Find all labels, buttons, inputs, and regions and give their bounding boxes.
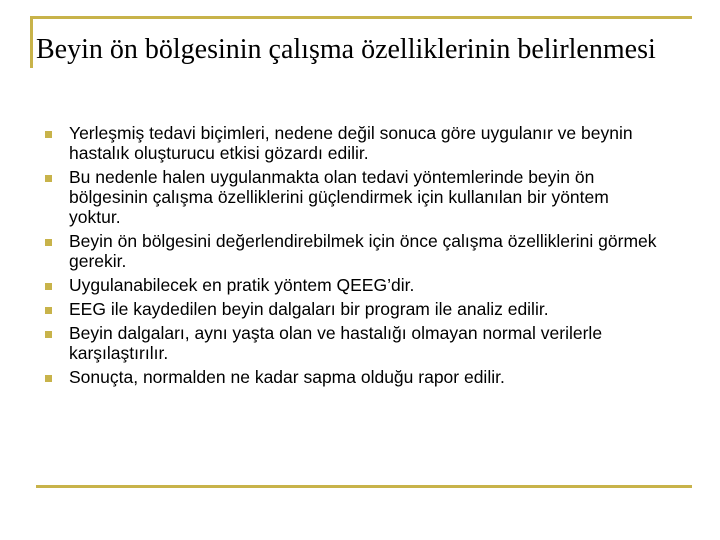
bullet-text: EEG ile kaydedilen beyin dalgaları bir program ile analiz edilir. (69, 299, 549, 319)
bullet-text: Beyin ön bölgesini değerlendirebilmek için önce çalışma özelliklerini görmek gerekir. (69, 231, 657, 271)
bullet-item (45, 299, 665, 319)
bullet-text: Beyin dalgaları, aynı yaşta olan ve hastalığı olmayan normal verilerle karşılaştırılır. (69, 323, 603, 363)
square-bullet-icon (45, 131, 52, 138)
bullet-item (45, 275, 665, 295)
square-bullet-icon (45, 331, 52, 338)
title-frame-left-line (30, 16, 33, 68)
bottom-divider-line (36, 485, 692, 488)
bullet-item (45, 323, 665, 363)
bullet-item (45, 231, 665, 271)
bullet-text: Bu nedenle halen uygulanmakta olan tedavi yöntemlerinde beyin ön bölgesinin çalışma özelliklerini güçlendirmek için kullanılan bir yöntem yoktur. (69, 167, 609, 227)
square-bullet-icon (45, 283, 52, 290)
bullet-item (45, 123, 665, 163)
bullet-text: Uygulanabilecek en pratik yöntem QEEG’dir. (69, 275, 415, 295)
slide-title: Beyin ön bölgesinin çalışma özelliklerinin belirlenmesi (36, 34, 656, 65)
bullet-item (45, 367, 665, 387)
bullet-text: Yerleşmiş tedavi biçimleri, nedene değil sonuca göre uygulanır ve beynin hastalık oluşturucu etkisi gözardı edilir. (69, 123, 633, 163)
bullet-list (45, 123, 665, 391)
square-bullet-icon (45, 175, 52, 182)
bullet-item (45, 167, 665, 227)
square-bullet-icon (45, 239, 52, 246)
title-frame-top-line (30, 16, 692, 19)
square-bullet-icon (45, 307, 52, 314)
square-bullet-icon (45, 375, 52, 382)
bullet-text: Sonuçta, normalden ne kadar sapma olduğu rapor edilir. (69, 367, 505, 387)
